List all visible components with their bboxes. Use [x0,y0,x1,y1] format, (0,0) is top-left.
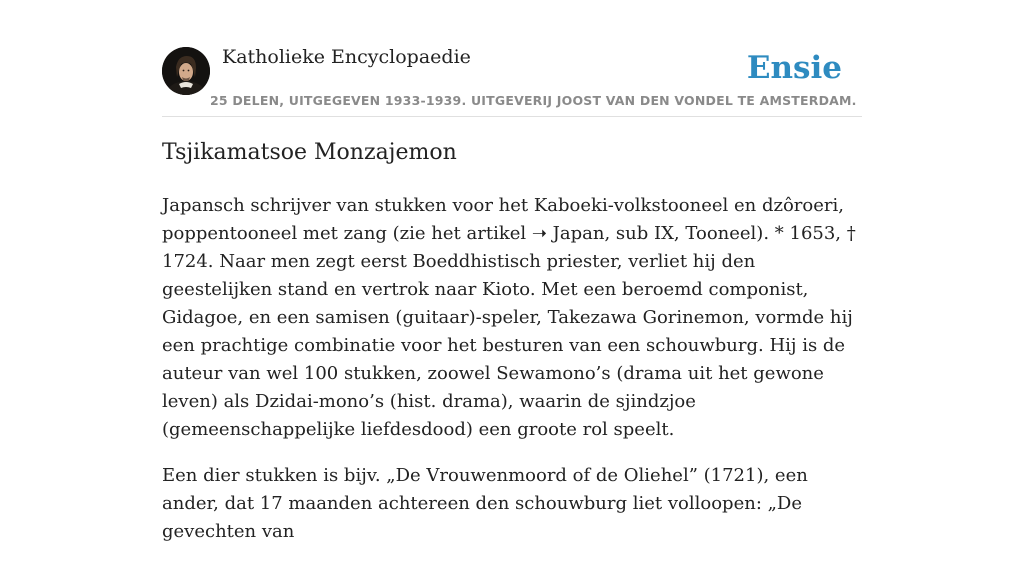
article-body [162,192,862,564]
article-title: Tsjikamatsoe Monzajemon [162,140,457,165]
source-header [162,0,862,117]
article-paragraph-2: Een dier stukken is bijv. „De Vrouwenmoord of de Oliehel” (1721), een ander, dat 17 maanden achtereen den schouwburg liet volloopen: „De gevechten van [162,465,808,542]
paragraph-1-text-a: Japansch schrijver van stukken voor het Kaboeki-volkstooneel en dzôroeri, poppentooneel met zang (zie het artikel [162,195,844,244]
paragraph-1-text-b: , sub IX, Tooneel). * 1653, † 1724. Naar men zegt eerst Boeddhistisch priester, verliet hij den geestelijken stand en vertrok naar Kioto. Met een beroemd componist, Gidagoe, en een samisen (guitaar)-speler, Takezawa Gorinemon, vormde hij een prachtige combinatie voor het besturen van een schouwburg. Hij is de auteur van wel 100 stukken, zoowel Sewamono’s (drama uit het gewone leven) als Dzidai-mono’s (hist. drama), waarin de sjindzjoe (gemeenschappelijke liefdesdood) een groote rol speelt. [162,223,856,440]
avatar[interactable] [162,47,210,95]
source-title-link[interactable]: Katholieke Encyclopaedie [222,46,471,68]
portrait-avatar-icon [162,47,210,95]
japan-link[interactable]: ➝ Japan [531,223,605,244]
source-subtitle: 25 DELEN, UITGEGEVEN 1933-1939. UITGEVERIJ JOOST VAN DEN VONDEL TE AMSTERDAM. [210,93,857,108]
article-paragraph-1 [162,192,862,444]
page-container [162,0,862,542]
ensie-logo-link[interactable]: Ensie [746,50,842,86]
